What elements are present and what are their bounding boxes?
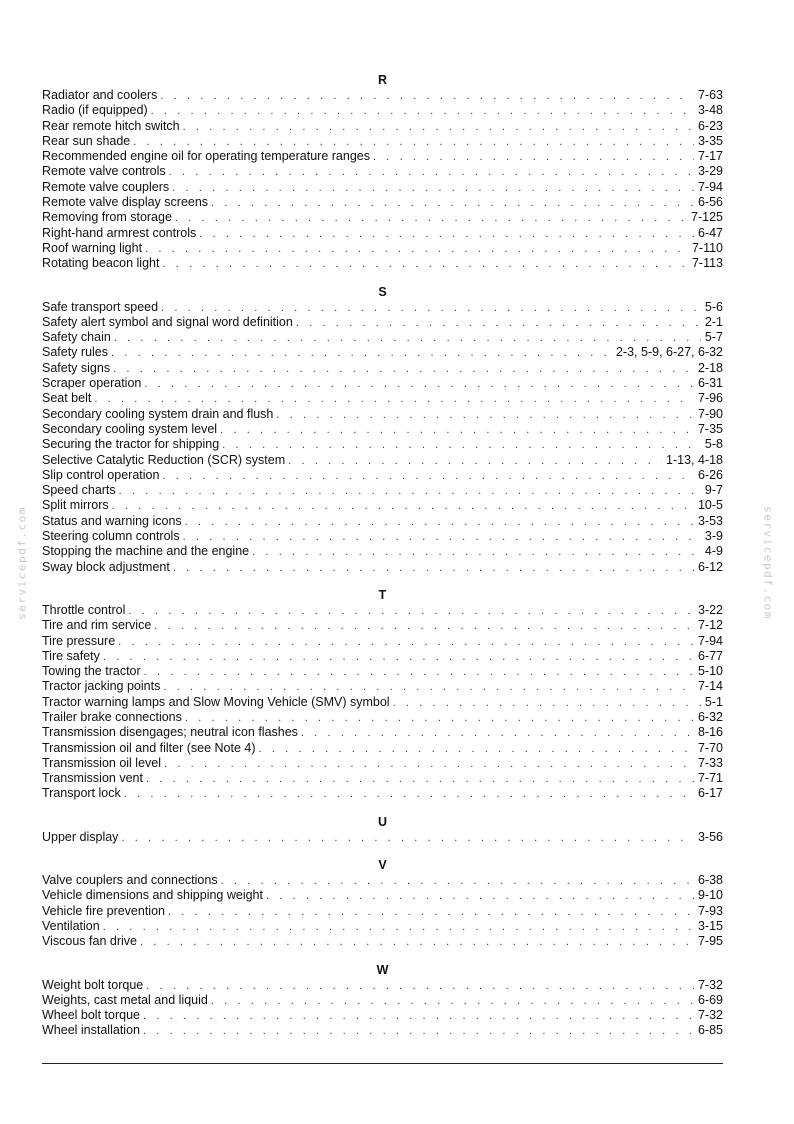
index-entry-page-ref: 5-6 xyxy=(704,299,723,314)
index-entry-label: Right-hand armrest controls xyxy=(42,225,197,240)
dot-leader xyxy=(288,454,662,468)
index-entry-label: Vehicle dimensions and shipping weight xyxy=(42,888,263,903)
index-entry xyxy=(42,437,723,452)
index-entry xyxy=(42,514,723,529)
dot-leader xyxy=(266,889,694,903)
index-entry-label: Secondary cooling system drain and flush xyxy=(42,406,274,421)
dot-leader xyxy=(145,242,688,256)
index-entry-label: Vehicle fire prevention xyxy=(42,903,165,918)
index-entry xyxy=(42,904,723,919)
index-entry-page-ref: 7-113 xyxy=(691,256,723,271)
index-entry-label: Transmission oil and filter (see Note 4) xyxy=(42,740,256,755)
section-letter-heading: U xyxy=(377,814,388,829)
index-entry-label: Weights, cast metal and liquid xyxy=(42,992,208,1007)
dot-leader xyxy=(296,316,701,330)
dot-leader xyxy=(211,994,694,1008)
index-entry-page-ref: 3-9 xyxy=(704,529,723,544)
dot-leader xyxy=(393,696,701,710)
index-entry-label: Safety alert symbol and signal word definition xyxy=(42,314,293,329)
index-entry xyxy=(42,422,723,437)
index-entry-label: Stopping the machine and the engine xyxy=(42,544,250,559)
index-entry xyxy=(42,376,723,391)
index-entry-label: Valve couplers and connections xyxy=(42,873,218,888)
index-entry-label: Tire pressure xyxy=(42,633,116,648)
index-entry-page-ref: 6-26 xyxy=(697,467,723,482)
dot-leader xyxy=(143,1024,694,1038)
index-entry xyxy=(42,741,723,756)
index-entry-page-ref: 10-5 xyxy=(697,498,723,513)
index-entry xyxy=(42,934,723,949)
index-entry xyxy=(42,618,723,633)
index-entry xyxy=(42,786,723,801)
index-entry-page-ref: 6-12 xyxy=(697,559,723,574)
dot-leader xyxy=(119,484,701,498)
index-entry xyxy=(42,88,723,103)
section-letter-heading: T xyxy=(378,587,387,602)
dot-leader xyxy=(146,772,694,786)
index-entry-page-ref: 6-32 xyxy=(697,709,723,724)
index-entry xyxy=(42,634,723,649)
dot-leader xyxy=(173,561,694,575)
index-entry-label: Seat belt xyxy=(42,391,92,406)
dot-leader xyxy=(168,905,694,919)
index-entry-page-ref: 7-71 xyxy=(697,771,723,786)
index-section xyxy=(42,284,723,575)
index-entry-page-ref: 7-33 xyxy=(697,755,723,770)
index-entry-label: Remote valve couplers xyxy=(42,179,170,194)
index-entry-page-ref: 8-16 xyxy=(697,725,723,740)
index-entry-label: Steering column controls xyxy=(42,529,180,544)
index-entry-label: Towing the tractor xyxy=(42,664,141,679)
index-entry-label: Safety rules xyxy=(42,345,109,360)
dot-leader xyxy=(161,301,701,315)
index-entry xyxy=(42,710,723,725)
dot-leader xyxy=(103,650,694,664)
dot-leader xyxy=(121,831,694,845)
index-entry-page-ref: 3-29 xyxy=(697,164,723,179)
index-entry-page-ref: 7-12 xyxy=(697,618,723,633)
index-entry xyxy=(42,241,723,256)
index-entry-label: Safety chain xyxy=(42,330,111,345)
index-entry-page-ref: 4-9 xyxy=(704,544,723,559)
index-entry-page-ref: 3-35 xyxy=(697,133,723,148)
index-entry-label: Remote valve controls xyxy=(42,164,166,179)
index-entry-page-ref: 6-69 xyxy=(697,992,723,1007)
dot-leader xyxy=(183,530,701,544)
index-page xyxy=(42,72,723,1051)
dot-leader xyxy=(133,135,694,149)
index-entry-label: Removing from storage xyxy=(42,210,172,225)
index-section xyxy=(42,962,723,1039)
index-entry-label: Rear sun shade xyxy=(42,133,131,148)
index-entry xyxy=(42,103,723,118)
index-entry-page-ref: 3-22 xyxy=(697,602,723,617)
index-entry-page-ref: 3-15 xyxy=(697,918,723,933)
index-entry-label: Safety signs xyxy=(42,360,111,375)
index-entry xyxy=(42,873,723,888)
index-entry xyxy=(42,649,723,664)
index-entry-page-ref: 7-17 xyxy=(697,149,723,164)
index-entry-page-ref: 7-70 xyxy=(697,740,723,755)
dot-leader xyxy=(163,680,694,694)
index-entry-page-ref: 5-8 xyxy=(704,437,723,452)
index-entry-page-ref: 9-10 xyxy=(697,888,723,903)
index-entry xyxy=(42,756,723,771)
index-entry-label: Transmission oil level xyxy=(42,755,162,770)
index-entry-page-ref: 6-47 xyxy=(697,225,723,240)
index-entry-label: Scraper operation xyxy=(42,376,142,391)
index-entry xyxy=(42,664,723,679)
section-letter-heading: W xyxy=(376,962,389,977)
index-entry-page-ref: 7-32 xyxy=(697,1008,723,1023)
index-entry xyxy=(42,210,723,225)
index-entry-label: Roof warning light xyxy=(42,240,143,255)
watermark-left: servicepdf.com xyxy=(15,506,29,620)
index-entry-page-ref: 7-94 xyxy=(697,633,723,648)
index-entry xyxy=(42,498,723,513)
index-entry-page-ref: 7-90 xyxy=(697,406,723,421)
index-entry-page-ref: 7-93 xyxy=(697,903,723,918)
index-entry-page-ref: 6-31 xyxy=(697,376,723,391)
index-entry xyxy=(42,1008,723,1023)
dot-leader xyxy=(162,469,694,483)
index-entry-label: Safe transport speed xyxy=(42,299,159,314)
index-entry-page-ref: 3-48 xyxy=(697,103,723,118)
index-entry-page-ref: 9-7 xyxy=(704,483,723,498)
dot-leader xyxy=(199,227,694,241)
dot-leader xyxy=(185,515,694,529)
dot-leader xyxy=(220,423,694,437)
index-section xyxy=(42,857,723,949)
index-entry-label: Trailer brake connections xyxy=(42,709,182,724)
index-entry xyxy=(42,1023,723,1038)
dot-leader xyxy=(185,711,694,725)
dot-leader xyxy=(164,757,694,771)
index-entry xyxy=(42,407,723,422)
dot-leader xyxy=(259,742,694,756)
index-entry-label: Rotating beacon light xyxy=(42,256,160,271)
index-entry-label: Tire and rim service xyxy=(42,618,152,633)
dot-leader xyxy=(144,665,694,679)
index-entry-label: Securing the tractor for shipping xyxy=(42,437,220,452)
dot-leader xyxy=(94,392,694,406)
index-entry-label: Status and warning icons xyxy=(42,513,182,528)
index-entry xyxy=(42,315,723,330)
index-entry xyxy=(42,483,723,498)
index-entry xyxy=(42,164,723,179)
dot-leader xyxy=(172,181,694,195)
index-entry xyxy=(42,180,723,195)
dot-leader xyxy=(124,787,694,801)
index-entry-page-ref: 5-10 xyxy=(697,664,723,679)
index-entry-label: Sway block adjustment xyxy=(42,559,170,574)
dot-leader xyxy=(276,408,694,422)
index-entry-label: Slip control operation xyxy=(42,467,160,482)
index-entry xyxy=(42,361,723,376)
dot-leader xyxy=(175,211,687,225)
index-entry xyxy=(42,603,723,618)
index-entry-label: Secondary cooling system level xyxy=(42,421,218,436)
dot-leader xyxy=(144,377,694,391)
index-entry xyxy=(42,544,723,559)
index-entry-page-ref: 6-56 xyxy=(697,195,723,210)
dot-leader xyxy=(143,1009,694,1023)
dot-leader xyxy=(252,545,701,559)
dot-leader xyxy=(162,257,688,271)
dot-leader xyxy=(146,979,694,993)
dot-leader xyxy=(160,89,694,103)
index-section xyxy=(42,814,723,845)
index-entry xyxy=(42,560,723,575)
index-entry xyxy=(42,300,723,315)
index-entry xyxy=(42,134,723,149)
index-entry-page-ref: 6-17 xyxy=(697,786,723,801)
index-entry-page-ref: 1-13, 4-18 xyxy=(666,452,723,467)
index-entry-page-ref: 6-38 xyxy=(697,873,723,888)
footer-rule xyxy=(42,1063,723,1064)
index-entry-page-ref: 7-63 xyxy=(697,88,723,102)
index-entry-page-ref: 6-85 xyxy=(697,1023,723,1038)
dot-leader xyxy=(301,726,694,740)
index-entry-page-ref: 7-32 xyxy=(697,977,723,992)
index-entry-label: Tractor warning lamps and Slow Moving Vehicle (SMV) symbol xyxy=(42,694,390,709)
dot-leader xyxy=(221,874,694,888)
index-entry xyxy=(42,195,723,210)
index-entry-page-ref: 7-35 xyxy=(697,421,723,436)
index-entry-label: Transmission vent xyxy=(42,771,143,786)
index-entry-label: Split mirrors xyxy=(42,498,109,513)
dot-leader xyxy=(154,619,694,633)
section-letter-heading: V xyxy=(378,858,387,873)
index-entry-page-ref: 7-95 xyxy=(697,934,723,949)
index-entry xyxy=(42,695,723,710)
index-section xyxy=(42,72,723,272)
index-entry xyxy=(42,453,723,468)
index-entry-page-ref: 7-125 xyxy=(691,210,723,225)
dot-leader xyxy=(211,196,694,210)
index-entry xyxy=(42,830,723,845)
index-entry-page-ref: 7-14 xyxy=(697,679,723,694)
index-entry-label: Viscous fan drive xyxy=(42,934,137,949)
dot-leader xyxy=(114,331,701,345)
index-entry xyxy=(42,993,723,1008)
index-entry xyxy=(42,468,723,483)
dot-leader xyxy=(373,150,694,164)
index-entry-page-ref: 5-1 xyxy=(704,694,723,709)
index-entry-page-ref: 5-7 xyxy=(704,330,723,345)
index-entry-page-ref: 3-53 xyxy=(697,513,723,528)
index-entry-label: Tractor jacking points xyxy=(42,679,161,694)
index-entry xyxy=(42,391,723,406)
dot-leader xyxy=(113,362,694,376)
index-entry-page-ref: 2-3, 5-9, 6-27, 6-32 xyxy=(615,345,723,360)
index-entry-label: Radio (if equipped) xyxy=(42,103,148,118)
index-entry-label: Radiator and coolers xyxy=(42,88,158,102)
index-entry-page-ref: 3-56 xyxy=(697,829,723,844)
dot-leader xyxy=(169,165,694,179)
index-entry-page-ref: 7-110 xyxy=(691,240,723,255)
index-entry xyxy=(42,149,723,164)
index-entry-label: Transport lock xyxy=(42,786,121,801)
index-entry-page-ref: 6-23 xyxy=(697,118,723,133)
index-entry xyxy=(42,226,723,241)
dot-leader xyxy=(112,499,694,513)
index-entry-label: Transmission disengages; neutral icon flashes xyxy=(42,725,298,740)
dot-leader xyxy=(111,346,612,360)
index-entry-label: Selective Catalytic Reduction (SCR) system xyxy=(42,452,286,467)
index-entry-page-ref: 2-18 xyxy=(697,360,723,375)
watermark-right: servicepdf.com xyxy=(761,506,775,620)
index-entry xyxy=(42,330,723,345)
index-entry-label: Throttle control xyxy=(42,602,126,617)
index-entry-page-ref: 2-1 xyxy=(704,314,723,329)
index-entry-label: Upper display xyxy=(42,829,119,844)
index-entry xyxy=(42,679,723,694)
index-entry xyxy=(42,345,723,360)
index-entry xyxy=(42,888,723,903)
section-letter-heading: R xyxy=(377,73,388,87)
dot-leader xyxy=(183,120,694,134)
index-entry-label: Tire safety xyxy=(42,648,100,663)
index-entry xyxy=(42,529,723,544)
dot-leader xyxy=(140,935,694,949)
index-entry-label: Recommended engine oil for operating temperature ranges xyxy=(42,149,370,164)
index-entry-label: Remote valve display screens xyxy=(42,195,209,210)
dot-leader xyxy=(118,635,694,649)
index-entry xyxy=(42,119,723,134)
index-entry xyxy=(42,771,723,786)
index-entry-label: Ventilation xyxy=(42,918,100,933)
index-entry-page-ref: 6-77 xyxy=(697,648,723,663)
index-entry-page-ref: 7-96 xyxy=(697,391,723,406)
index-entry-label: Wheel installation xyxy=(42,1023,140,1038)
index-entry-label: Rear remote hitch switch xyxy=(42,118,180,133)
index-entry-label: Weight bolt torque xyxy=(42,977,144,992)
index-entry xyxy=(42,978,723,993)
dot-leader xyxy=(151,104,694,118)
index-entry xyxy=(42,725,723,740)
index-entry-label: Speed charts xyxy=(42,483,116,498)
index-entry-label: Wheel bolt torque xyxy=(42,1008,140,1023)
index-entry xyxy=(42,256,723,271)
index-entry xyxy=(42,919,723,934)
dot-leader xyxy=(222,438,701,452)
dot-leader xyxy=(128,604,694,618)
dot-leader xyxy=(103,920,694,934)
index-entry-page-ref: 7-94 xyxy=(697,179,723,194)
index-section xyxy=(42,587,723,802)
section-letter-heading: S xyxy=(378,284,387,299)
